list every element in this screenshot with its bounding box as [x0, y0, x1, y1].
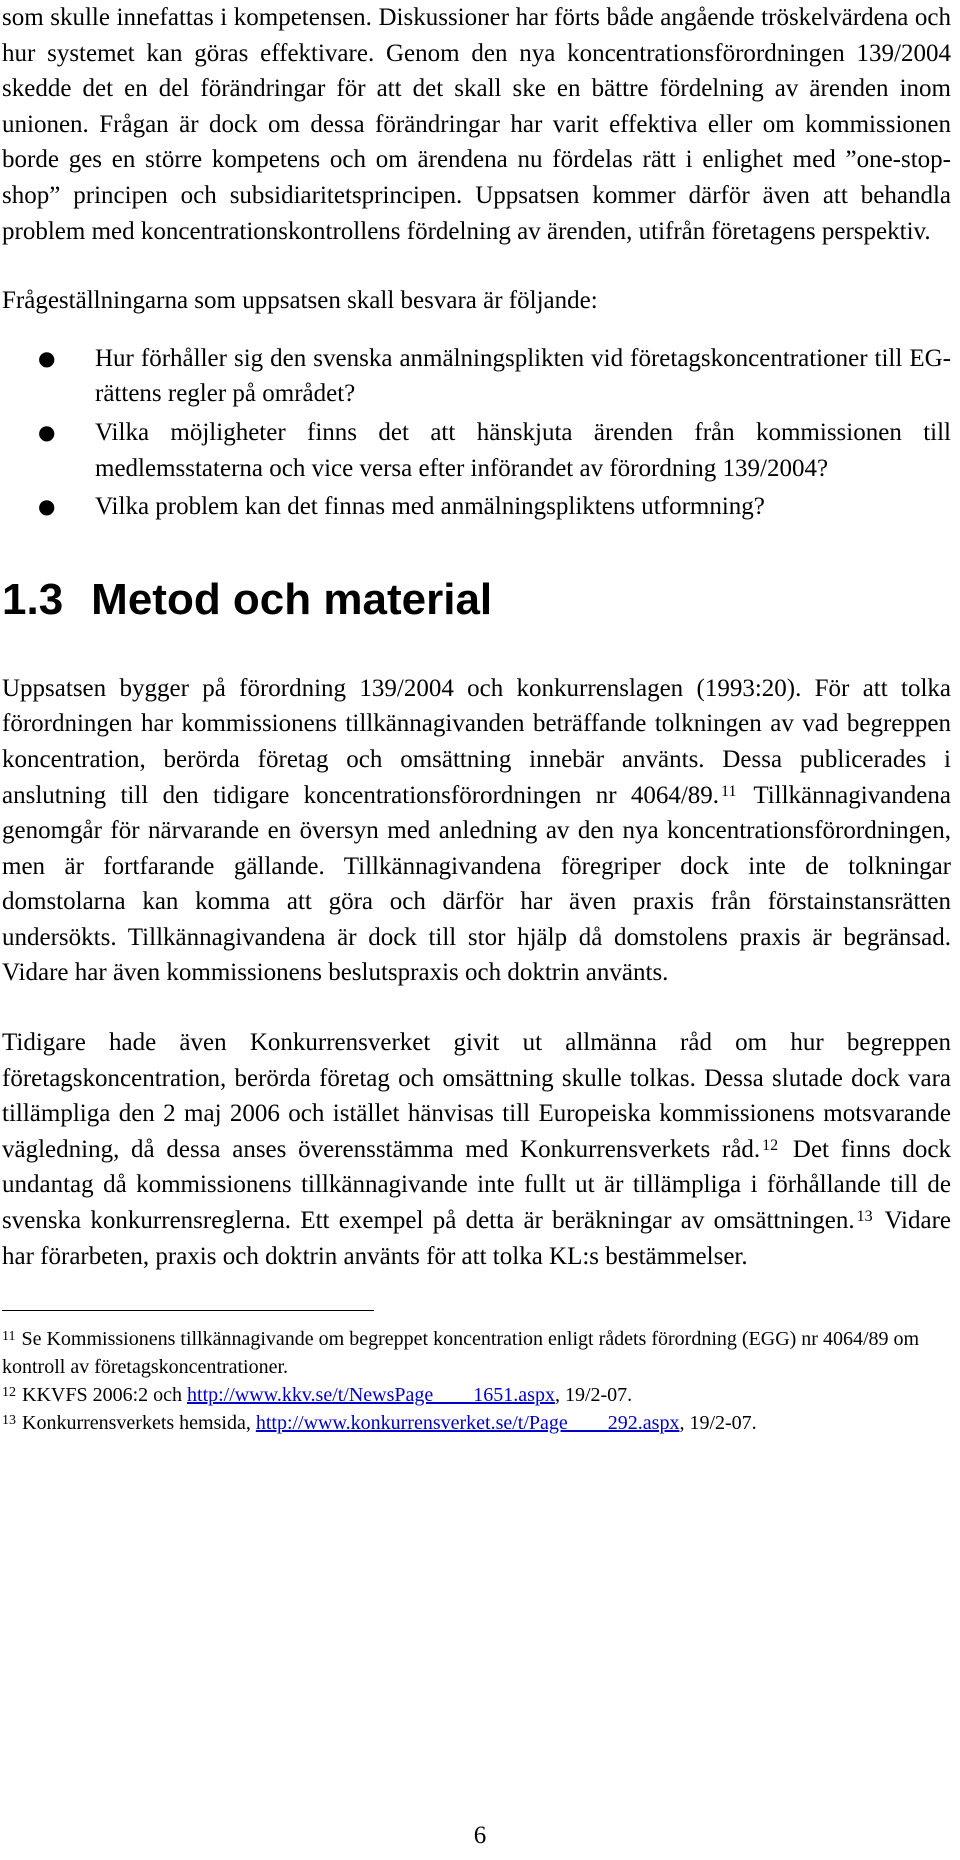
method-text-2: Tillkännagivandena genomgår för närvarande en översyn med anledning av den nya koncentrationsförordningen, men är fortfarande gällande. Tillkännagivandena föregriper dock inte de tolkningar domstolarna kan komma att göra och därför har även praxis från förstainstansrätten undersökts. Tillkännagivandena är dock till stor hjälp då domstolens praxis är begränsad. Vidare har även kommissionens beslutspraxis och doktrin använts.: [2, 781, 951, 987]
footnote-ref[interactable]: 12: [762, 1136, 779, 1154]
kv-text-2: Det finns dock undantag då kommissionens tillkännagivande inte fullt ut är tillämpliga i förhållande till de svenska konkurrensreglerna. Ett exempel på detta är beräkningar av omsättningen.: [2, 1135, 952, 1235]
bullet-icon: ●: [38, 494, 56, 519]
footnote-number: 12: [2, 1385, 16, 1401]
kv-text-3: Vidare har förarbeten, praxis och doktrin använts för att tolka KL:s bestämmelser.: [2, 1207, 951, 1270]
question-text: Vilka möjligheter finns det att hänskjuta ärenden från kommissionen till medlemsstaterna och vice versa efter införandet av förordning 139/2004?: [95, 418, 951, 482]
footnote-number: 11: [2, 1329, 16, 1345]
kv-paragraph: [2, 1025, 951, 1274]
footnote-text: KKVFS 2006:2 och: [22, 1384, 188, 1407]
list-item: [2, 489, 951, 525]
bullet-icon: ●: [38, 345, 56, 370]
footnote-number: 13: [2, 1413, 16, 1429]
footnote-13: [2, 1409, 951, 1437]
section-number: 1.3: [2, 574, 64, 624]
footnote-text: Konkurrensverkets hemsida,: [22, 1412, 256, 1435]
kv-text-1: Tidigare hade även Konkurrensverket givit ut allmänna råd om hur begreppen företagskoncentration, berörda företag och omsättning skulle tolkas. Dessa slutade dock vara tillämpliga den 2 maj 2006 och istället hänvisas till Europeiska kommissionens motsvarande vägledning, då dessa anses överensstämma med Konkurrensverkets råd.: [2, 1029, 951, 1163]
footnotes: [2, 1325, 951, 1437]
list-item: [2, 341, 951, 412]
question-intro: Frågeställningarna som uppsatsen skall besvara är följande:: [2, 287, 598, 315]
footnote-ref[interactable]: 11: [721, 782, 737, 800]
footnote-divider: [2, 1310, 374, 1311]
intro-paragraph: som skulle innefattas i kompetensen. Diskussioner har förts både angående tröskelvärdena och hur systemet kan göras effektivare. Genom den nya koncentrationsförordningen 139/2004 skedde det en del förändringar för att det skall ske en bättre fördelning av ärenden inom unionen. Frågan är dock om dessa förändringar har varit effektiva eller om kommissionen borde ges en större kompetens och om ärendena nu fördelas rätt i enlighet med ”one-stop-shop” principen och subsidiaritetsprincipen. Uppsatsen kommer därför även att behandla problem med koncentrationskontrollens fördelning av ärenden, utifrån företagens perspektiv.: [2, 4, 951, 245]
footnote-11: [2, 1325, 951, 1381]
question-text: Vilka problem kan det finnas med anmälningspliktens utformning?: [95, 493, 765, 521]
footnote-text: Se Kommissionens tillkännagivande om begreppet koncentration enligt rådets förordning (EGG) nr 4064/89 om kontroll av företagskoncentrationer.: [2, 1328, 920, 1379]
question-list: [2, 341, 951, 525]
footnote-12: [2, 1381, 951, 1409]
section-heading: [2, 575, 951, 625]
question-text: Hur förhåller sig den svenska anmälningsplikten vid företagskoncentrationer till EG-rättens regler på området?: [95, 344, 951, 408]
footnote-link[interactable]: http://www.kkv.se/t/NewsPage____1651.aspx: [187, 1384, 555, 1407]
method-text-1: Uppsatsen bygger på förordning 139/2004 och konkurrenslagen (1993:20). För att tolka förordningen har kommissionens tillkännagivanden beträffande tolkningen av vad begreppen koncentration, berörda företag och omsättning innebär använts. Dessa publicerades i anslutning till den tidigare koncentrationsförordningen nr 4064/89.: [2, 674, 951, 809]
bullet-icon: ●: [38, 419, 56, 444]
page-number: 6: [473, 1822, 487, 1849]
method-paragraph: [2, 671, 951, 991]
list-item: [2, 415, 951, 486]
footnote-text: , 19/2-07.: [554, 1384, 633, 1407]
footnote-link[interactable]: http://www.konkurrensverket.se/t/Page____292.aspx: [255, 1412, 680, 1435]
section-title: Metod och material: [91, 574, 493, 624]
footnote-text: , 19/2-07.: [679, 1412, 757, 1435]
footnote-ref[interactable]: 13: [856, 1208, 873, 1226]
